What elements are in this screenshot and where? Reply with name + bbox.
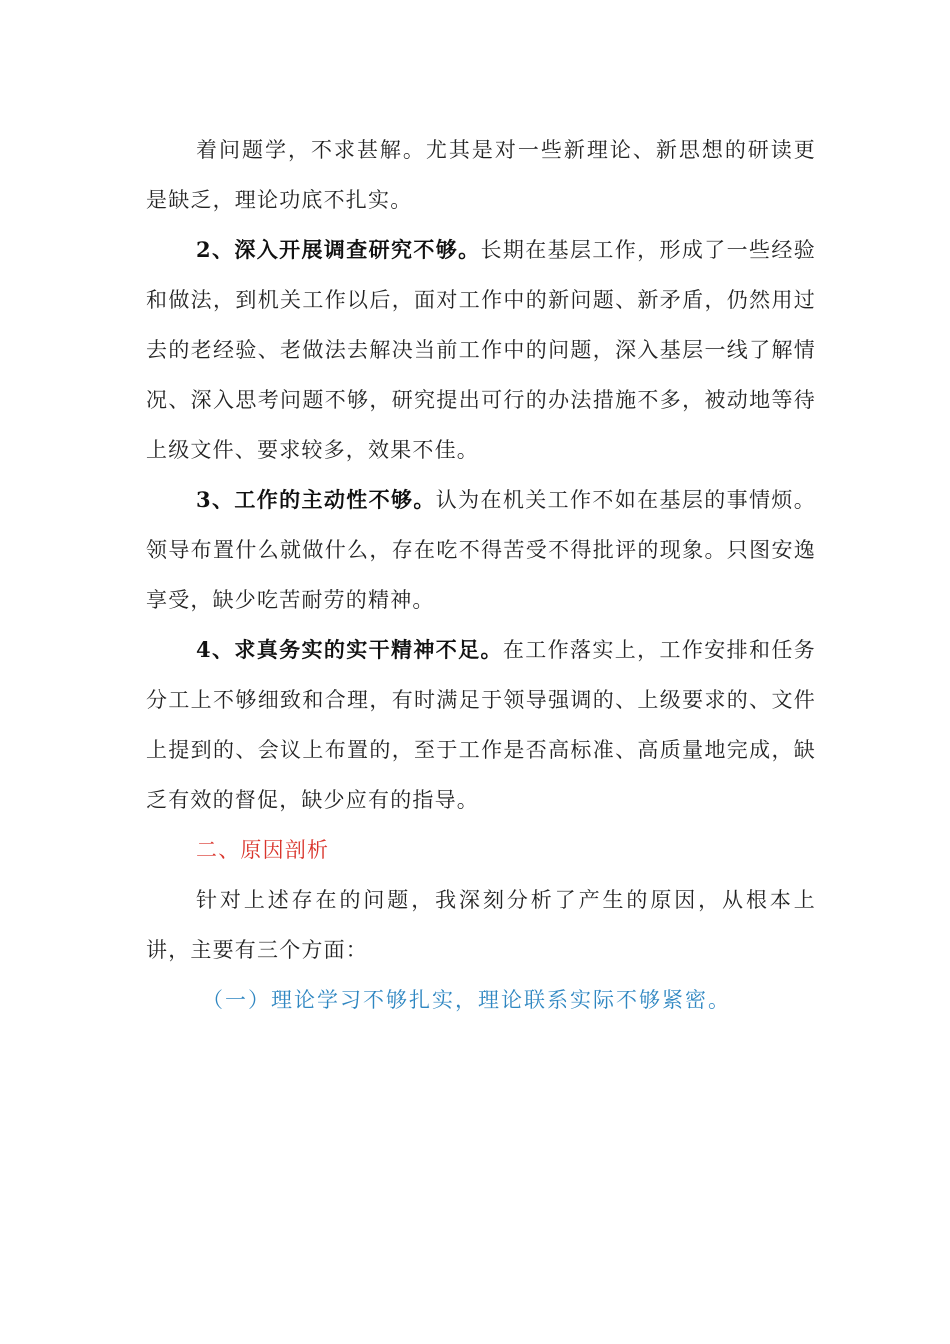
item-2-body: 长期在基层工作，形成了一些经验和做法，到机关工作以后，面对工作中的新问题、新矛盾，仍然用过去的老经验、老做法去解决当前工作中的问题，深入基层一线了解情况、深入思考问题不够，研究提出可行的办法措施不多，被动地等待上级文件、要求较多，效果不佳。 [146,238,816,462]
paragraph-item-4 [146,625,816,825]
document-body [146,125,816,1025]
subsection-heading: （一）理论学习不够扎实，理论联系实际不够紧密。 [202,988,731,1012]
paragraph-continuation: 着问题学，不求甚解。尤其是对一些新理论、新思想的研读更是缺乏，理论功底不扎实。 [146,138,816,212]
item-2-heading: 2、深入开展调查研究不够。 [196,237,481,262]
item-3-body: 认为在机关工作不如在基层的事情烦。领导布置什么就做什么，存在吃不得苦受不得批评的现象。只图安逸享受，缺少吃苦耐劳的精神。 [146,488,816,612]
item-4-heading: 4、求真务实的实干精神不足。 [196,637,503,662]
paragraph-item-2 [146,225,816,475]
item-3-heading: 3、工作的主动性不够。 [196,487,436,512]
paragraph-item-3 [146,475,816,625]
paragraph-analysis-intro: 针对上述存在的问题，我深刻分析了产生的原因，从根本上讲，主要有三个方面： [146,888,816,962]
section-heading: 二、原因剖析 [196,838,330,862]
item-4-body: 在工作落实上，工作安排和任务分工上不够细致和合理，有时满足于领导强调的、上级要求的、文件上提到的、会议上布置的，至于工作是否高标准、高质量地完成，缺乏有效的督促，缺少应有的指导。 [146,638,816,812]
